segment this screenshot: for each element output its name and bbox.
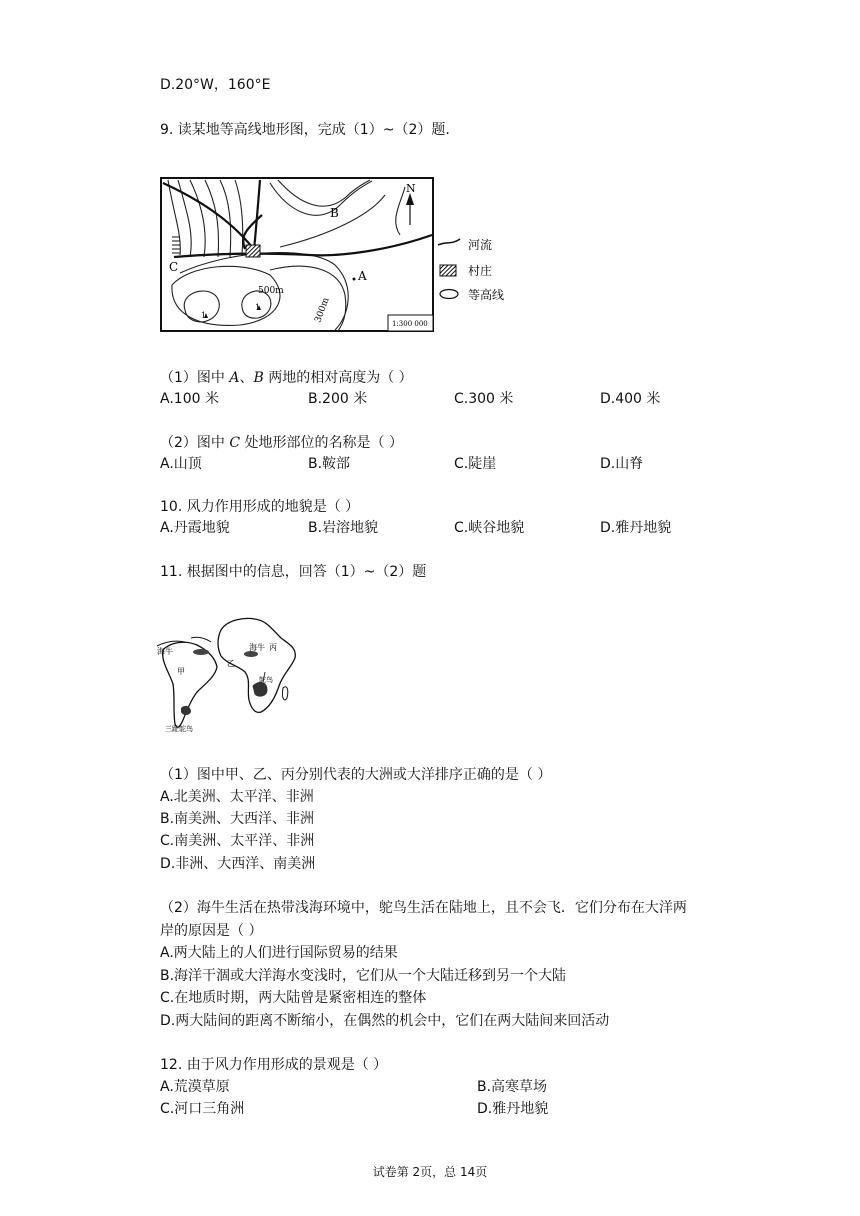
q11-sub2-option-a: A.两大陆上的人们进行国际贸易的结果 xyxy=(160,945,398,961)
manatee-sa-icon xyxy=(193,649,209,655)
label-bing: 丙 xyxy=(269,643,277,652)
q9-sub1-option-c: C.300 米 xyxy=(454,391,514,407)
q12-option-d: D.雅丹地貌 xyxy=(477,1101,549,1117)
point-c-label: C xyxy=(169,260,179,274)
q9-sub2-stem: （2）图中 C 处地形部位的名称是（ ） xyxy=(160,435,403,451)
label-yi: 乙 xyxy=(227,659,235,668)
q11-continents-map xyxy=(155,612,305,737)
label-manatee-af: 海牛 xyxy=(249,643,265,652)
rhea-icon xyxy=(181,706,191,715)
scale-label: 1:300 000 xyxy=(392,320,428,328)
q8-option-d: D.20°W，160°E xyxy=(160,77,271,93)
cliff-symbol xyxy=(172,237,180,253)
page-footer: 试卷第 2页，总 14页 xyxy=(372,1165,488,1179)
q12-option-c: C.河口三角洲 xyxy=(160,1101,245,1117)
q10-stem: 10. 风力作用形成的地貌是（ ） xyxy=(160,499,360,515)
label-rhea: 三趾鸵鸟 xyxy=(165,725,193,733)
legend-river-label: 河流 xyxy=(468,238,493,252)
q9-sub1-option-a: A.100 米 xyxy=(160,391,219,407)
q9-contour-map xyxy=(160,175,520,335)
q9-sub2-option-c: C.陡崖 xyxy=(454,456,497,472)
q11-sub1-option-b: B.南美洲、大西洋、非洲 xyxy=(160,811,315,827)
q9-sub1-stem: （1）图中 A、B 两地的相对高度为（ ） xyxy=(160,370,413,386)
label-jia: 甲 xyxy=(177,667,185,676)
q11-sub1-stem: （1）图中甲、乙、丙分别代表的大洲或大洋排序正确的是（ ） xyxy=(160,767,552,783)
q11-sub1-option-a: A.北美洲、太平洋、非洲 xyxy=(160,789,314,805)
q9-sub1-option-b: B.200 米 xyxy=(308,391,368,407)
legend-contour-label: 等高线 xyxy=(468,288,505,302)
q11-sub1-option-d: D.非洲、大西洋、南美洲 xyxy=(160,856,316,872)
q11-stem: 11. 根据图中的信息，回答（1）~（2）题 xyxy=(160,564,427,580)
q10-option-a: A.丹霞地貌 xyxy=(160,520,230,536)
legend-contour-icon xyxy=(440,290,458,299)
caribbean-islands xyxy=(191,637,211,642)
q11-sub2-option-c: C.在地质时期，两大陆曾是紧密相连的整体 xyxy=(160,990,427,1006)
q11-sub2-stem-line1: （2）海牛生活在热带浅海环境中，鸵鸟生活在陆地上，且不会飞．它们分布在大洋两 xyxy=(160,900,687,916)
point-a-dot xyxy=(353,278,356,281)
q12-option-b: B.高寒草场 xyxy=(477,1079,548,1095)
q11-sub1-option-c: C.南美洲、太平洋、非洲 xyxy=(160,833,315,849)
legend-village-label: 村庄 xyxy=(468,264,493,278)
q12-option-a: A.荒漠草原 xyxy=(160,1079,230,1095)
madagascar-shape xyxy=(282,687,287,700)
q10-option-d: D.雅丹地貌 xyxy=(600,520,672,536)
summit-2-label: 1 xyxy=(255,303,261,312)
q9-sub1-option-d: D.400 米 xyxy=(600,391,661,407)
q11-sub2-stem-line2: 岸的原因是（ ） xyxy=(160,923,263,939)
village-symbol xyxy=(246,245,260,257)
q11-sub2-option-d: D.两大陆间的距离不断缩小，在偶然的机会中，它们在两大陆间来回活动 xyxy=(160,1013,610,1029)
q9-sub2-option-d: D.山脊 xyxy=(600,456,644,472)
q10-option-c: C.峡谷地貌 xyxy=(454,520,525,536)
contour-300-label: 300m xyxy=(313,296,332,325)
q9-sub2-option-b: B.鞍部 xyxy=(308,456,351,472)
q12-stem: 12. 由于风力作用形成的景观是（ ） xyxy=(160,1057,388,1073)
legend-village-icon xyxy=(440,265,456,276)
point-a-label: A xyxy=(358,269,367,283)
q9-sub2-option-a: A.山顶 xyxy=(160,456,202,472)
label-ostrich: 鸵鸟 xyxy=(259,676,273,684)
summit-1-label: 1 xyxy=(201,311,207,320)
legend-river-icon xyxy=(438,239,460,245)
q11-sub2-option-b: B.海洋干涸或大洋海水变浅时，它们从一个大陆迁移到另一个大陆 xyxy=(160,968,567,984)
north-label: N xyxy=(406,182,416,195)
q10-option-b: B.岩溶地貌 xyxy=(308,520,379,536)
label-manatee-sa: 海牛 xyxy=(157,647,173,656)
point-b-label: B xyxy=(330,206,339,220)
q9-stem: 9. 读某地等高线地形图，完成（1）~（2）题. xyxy=(160,122,450,138)
contour-500-label: 500m xyxy=(258,286,284,296)
